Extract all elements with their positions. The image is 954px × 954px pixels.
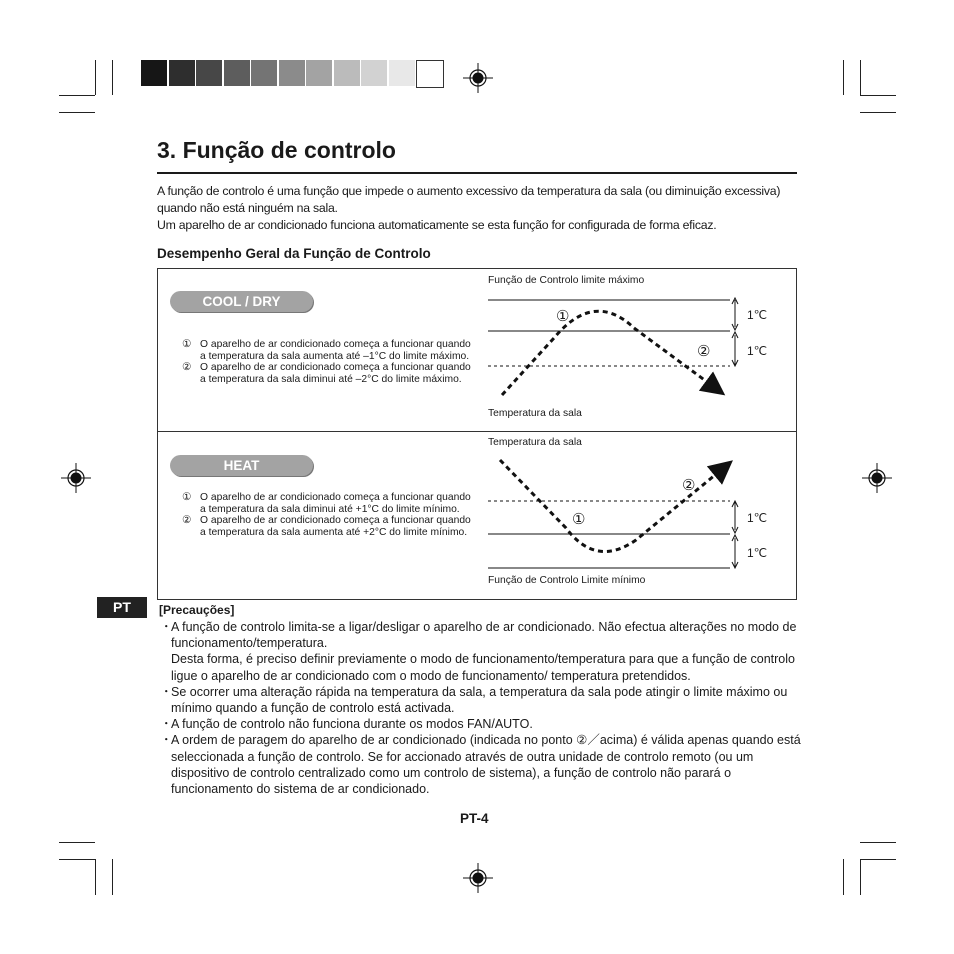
page-title: 3. Função de controlo: [157, 137, 396, 163]
crop-line: [95, 60, 96, 95]
heat-marker-1: ①: [572, 511, 586, 528]
precaution-text: Se ocorrer uma alteração rápida na temperatura da sala, a temperatura da sala pode atingir o limite máximo ou mínimo quando a função de controlo está activada.: [171, 684, 788, 716]
heat-chart-bottom-label: Função de Controlo Limite mínimo: [488, 575, 646, 586]
heat-notes: [182, 492, 477, 538]
language-tab: PT: [97, 597, 147, 618]
cool-step-1c: 1℃: [747, 308, 768, 322]
bullet: ・: [160, 684, 173, 699]
note-marker: ②: [182, 515, 192, 526]
intro-text: [157, 183, 797, 234]
color-swatch: [334, 60, 360, 86]
registration-target-icon: [463, 63, 493, 93]
intro-paragraph: Um aparelho de ar condicionado funciona automaticamente se esta função for configurada de forma eficaz.: [157, 218, 717, 232]
bullet: ・: [160, 733, 173, 748]
registration-target-icon: [61, 463, 91, 493]
note-marker: ②: [182, 362, 192, 373]
color-swatch: [141, 60, 167, 86]
intro-paragraph: A função de controlo é uma função que impede o aumento excessivo da temperatura da sala (ou diminuição excessiva) quando não está ninguém na sala.: [157, 184, 781, 215]
registration-target-icon: [463, 863, 493, 893]
note-text: O aparelho de ar condicionado começa a funcionar quando a temperatura da sala diminui até –2°C do limite máximo.: [200, 362, 471, 385]
crop-line: [112, 60, 113, 95]
cool-chart-bottom-label: Temperatura da sala: [488, 408, 582, 419]
crop-line: [843, 60, 844, 95]
list-item: [160, 619, 810, 684]
crop-line: [59, 95, 95, 96]
title-rule: [157, 172, 797, 174]
crop-line: [59, 112, 95, 113]
crop-line: [843, 859, 844, 895]
crop-line: [860, 842, 896, 843]
precaution-text: A ordem de paragem do aparelho de ar condicionado (indicada no ponto ②／acima) é válida apenas quando está seleccionada a função de controlo. Se for accionado através de outra unidade de controlo remoto (ou um dispositivo de controlo centralizado como um controlo de sistema), a função de controlo não parará o funcionamento do sistema de ar condicionado.: [171, 733, 801, 797]
heat-note: [182, 492, 477, 515]
color-swatch: [251, 60, 277, 86]
precaution-text: A função de controlo limita-se a ligar/desligar o aparelho de ar condicionado. Não efectua alterações no modo de funcionamento/temperatura. Desta forma, é preciso definir previamente o modo de funcionamento/temperatura para que a função de controlo ligue o aparelho de ar condicionado com o modo de funcionamento/ temperatura pretendidos.: [171, 620, 797, 683]
heat-step-1c: 1℃: [747, 511, 768, 525]
page-number: PT-4: [460, 811, 489, 826]
cool-marker-1: ①: [556, 308, 570, 325]
heat-temperature-curve: [500, 460, 726, 552]
bullet: ・: [160, 717, 173, 732]
color-swatch: [306, 60, 332, 86]
cool-temperature-curve: [502, 311, 718, 395]
precautions-list: [160, 619, 810, 797]
note-text: O aparelho de ar condicionado começa a funcionar quando a temperatura da sala aumenta até +2°C do limite mínimo.: [200, 515, 471, 538]
color-swatch: [389, 60, 415, 86]
heat-note: [182, 515, 477, 538]
crop-line: [860, 95, 896, 96]
color-swatch: [196, 60, 222, 86]
crop-line: [95, 859, 96, 895]
bullet: ・: [160, 620, 173, 634]
list-item: [160, 684, 810, 716]
precaution-text: A função de controlo não funciona durante os modos FAN/AUTO.: [171, 717, 533, 732]
cool-step-1c: 1℃: [747, 344, 768, 358]
crop-line: [112, 859, 113, 895]
note-marker: ①: [182, 492, 192, 503]
crop-line: [860, 60, 861, 95]
note-text: O aparelho de ar condicionado começa a funcionar quando a temperatura da sala aumenta até –1°C do limite máximo.: [200, 339, 471, 362]
note-marker: ①: [182, 339, 192, 350]
color-swatch: [169, 60, 195, 86]
cool-chart-top-label: Função de Controlo limite máximo: [488, 275, 645, 286]
precautions-title: [Precauções]: [159, 603, 235, 617]
registration-target-icon: [862, 463, 892, 493]
crop-line: [59, 859, 95, 860]
heat-step-1c: 1℃: [747, 546, 768, 560]
color-swatch: [416, 60, 444, 88]
color-swatch: [279, 60, 305, 86]
cool-note: [182, 362, 477, 385]
note-text: O aparelho de ar condicionado começa a funcionar quando a temperatura da sala diminui até +1°C do limite mínimo.: [200, 492, 471, 515]
crop-line: [860, 112, 896, 113]
color-swatch: [361, 60, 387, 86]
heat-chart-top-label: Temperatura da sala: [488, 437, 582, 448]
section-subtitle: Desempenho Geral da Função de Controlo: [157, 246, 431, 261]
cool-note: [182, 339, 477, 362]
cool-notes: [182, 339, 477, 385]
cool-dry-badge: COOL / DRY: [170, 291, 313, 312]
heat-badge: HEAT: [170, 455, 313, 476]
crop-line: [860, 859, 896, 860]
crop-line: [59, 842, 95, 843]
list-item: [160, 732, 810, 797]
cool-marker-2: ②: [697, 343, 711, 360]
list-item: [160, 716, 810, 732]
color-swatch: [224, 60, 250, 86]
crop-line: [860, 859, 861, 895]
control-limit-diagram: [486, 288, 766, 588]
heat-marker-2: ②: [682, 477, 696, 494]
